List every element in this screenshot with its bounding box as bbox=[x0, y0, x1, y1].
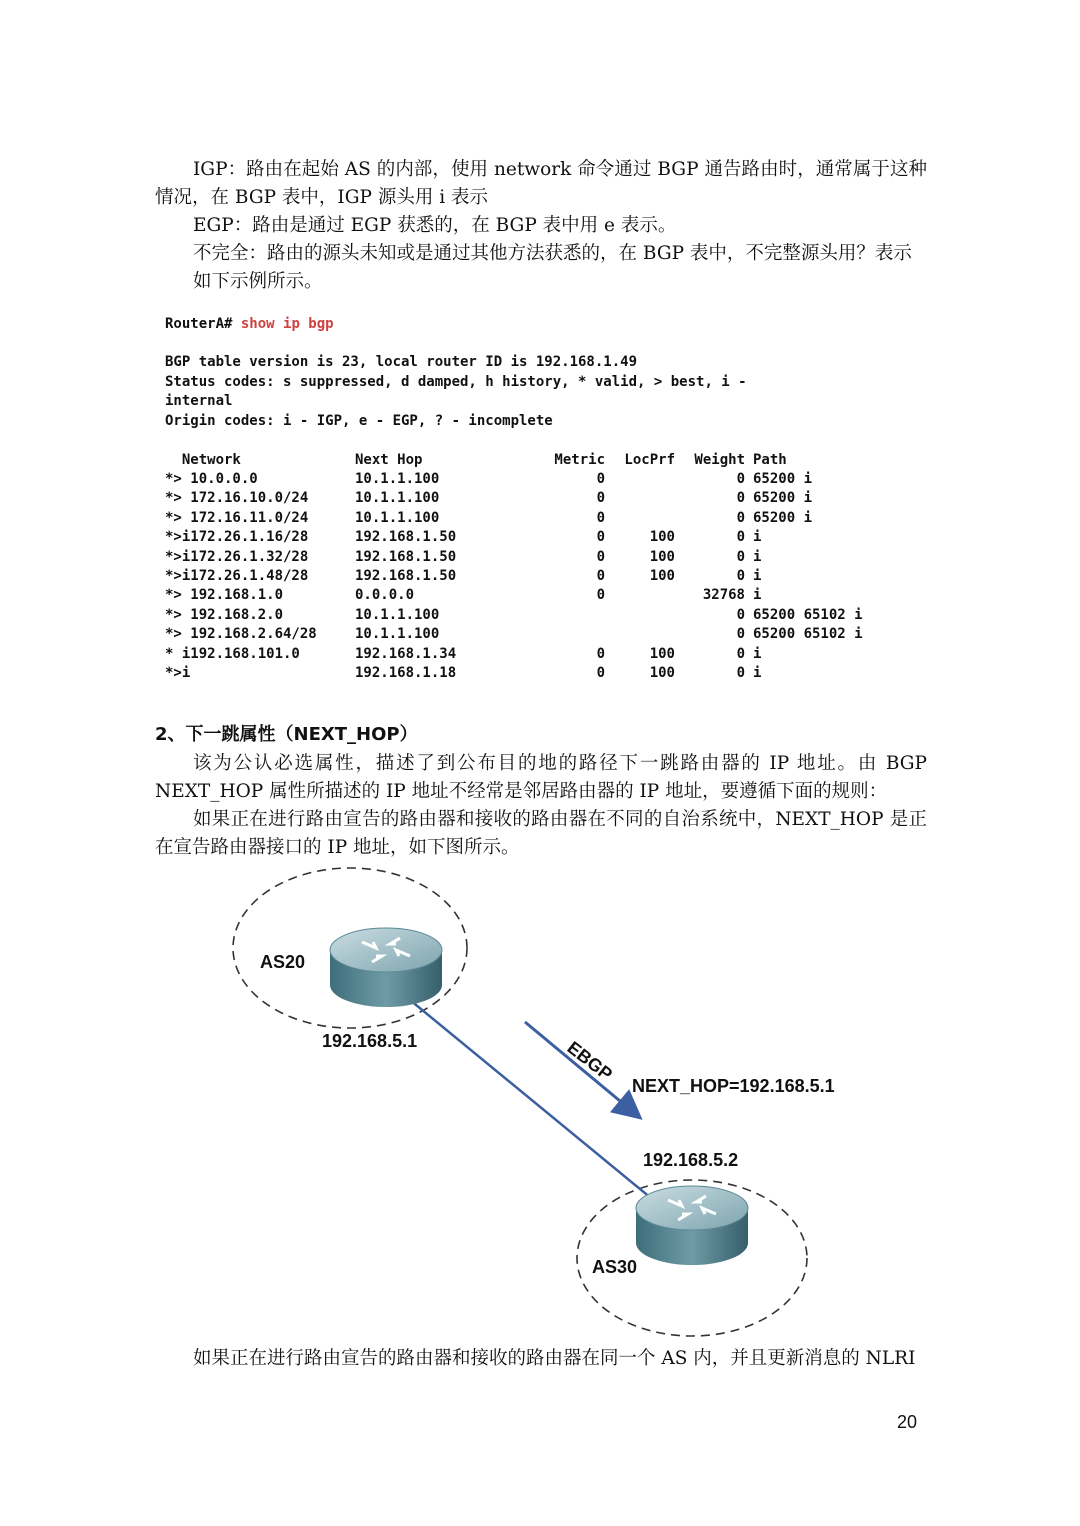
cell-weight: 0 bbox=[736, 509, 745, 526]
as30-label: AS30 bbox=[592, 1257, 638, 1277]
cell-metric: 0 bbox=[596, 645, 605, 662]
header-locprf: LocPrf bbox=[624, 451, 675, 468]
cell-weight: 0 bbox=[736, 548, 745, 565]
cell-next-hop: 192.168.1.34 bbox=[355, 645, 457, 662]
paragraph-example: 如下示例所示。 bbox=[193, 271, 323, 292]
ip-label-top: 192.168.5.1 bbox=[322, 1031, 418, 1051]
section-heading: 2、下一跳属性（NEXT_HOP） bbox=[155, 724, 418, 745]
cell-locprf: 100 bbox=[649, 664, 675, 681]
paragraph-nexthop-rule: 如果正在进行路由宣告的路由器和接收的路由器在不同的自治系统中，NEXT_HOP 是正在宣告路由器接口的 IP 地址，如下图所示。 bbox=[155, 809, 927, 858]
command: show ip bgp bbox=[240, 316, 334, 332]
cell-path: i bbox=[753, 645, 762, 662]
cell-network: *> 192.168.1.0 bbox=[165, 587, 284, 604]
cell-next-hop: 0.0.0.0 bbox=[355, 587, 415, 604]
paragraph-nexthop-desc: 该为公认必选属性，描述了到公布目的地的路径下一跳路由器的 IP 地址。由 BGP NEXT_HOP 属性所描述的 IP 地址不经常是邻居路由器的 IP 地址，要遵循下面的规则： bbox=[155, 753, 927, 802]
code-line: Origin codes: i - IGP, e - EGP, ? - incomplete bbox=[165, 412, 553, 429]
cell-next-hop: 10.1.1.100 bbox=[355, 626, 440, 643]
cell-locprf: 100 bbox=[649, 568, 675, 585]
cell-metric: 0 bbox=[596, 490, 605, 507]
header-metric: Metric bbox=[554, 451, 605, 468]
cell-next-hop: 192.168.1.18 bbox=[355, 664, 457, 681]
cell-next-hop: 192.168.1.50 bbox=[355, 568, 457, 585]
cell-weight: 0 bbox=[736, 645, 745, 662]
as20-label: AS20 bbox=[260, 952, 306, 972]
code-line: Status codes: s suppressed, d damped, h history, * valid, > best, i - bbox=[165, 373, 747, 390]
cell-metric: 0 bbox=[596, 664, 605, 681]
cell-path: 65200 65102 i bbox=[753, 626, 863, 643]
cell-weight: 32768 bbox=[702, 587, 745, 604]
cell-weight: 0 bbox=[736, 664, 745, 681]
cell-path: 65200 i bbox=[753, 490, 813, 507]
cell-path: i bbox=[753, 587, 762, 604]
paragraph-incomplete: 不完全：路由的源头未知或是通过其他方法获悉的，在 BGP 表中，不完整源头用？表示 bbox=[193, 243, 912, 264]
paragraph-egp: EGP：路由是通过 EGP 获悉的，在 BGP 表中用 e 表示。 bbox=[193, 215, 677, 236]
cell-network: *> 192.168.2.0 bbox=[165, 606, 284, 623]
ebgp-label: EBGP bbox=[563, 1037, 617, 1085]
cell-weight: 0 bbox=[736, 529, 745, 546]
cell-weight: 0 bbox=[736, 490, 745, 507]
cell-next-hop: 10.1.1.100 bbox=[355, 490, 440, 507]
cell-next-hop: 10.1.1.100 bbox=[355, 471, 440, 488]
cell-network: *>i172.26.1.48/28 bbox=[165, 568, 309, 585]
cell-weight: 0 bbox=[736, 626, 745, 643]
cell-path: i bbox=[753, 548, 762, 565]
cell-locprf: 100 bbox=[649, 645, 675, 662]
cell-network: *>i172.26.1.32/28 bbox=[165, 548, 309, 565]
nexthop-label: NEXT_HOP=192.168.5.1 bbox=[632, 1076, 835, 1096]
cell-network: *> 192.168.2.64/28 bbox=[165, 626, 317, 643]
cell-metric: 0 bbox=[596, 587, 605, 604]
cell-metric: 0 bbox=[596, 471, 605, 488]
paragraph-igp: IGP：路由在起始 AS 的内部，使用 network 命令通过 BGP 通告路由时，通常属于这种情况，在 BGP 表中，IGP 源头用 i 表示 bbox=[155, 159, 927, 208]
cell-next-hop: 192.168.1.50 bbox=[355, 529, 457, 546]
cell-next-hop: 192.168.1.50 bbox=[355, 548, 457, 565]
code-line: internal bbox=[165, 393, 233, 409]
cell-path: 65200 i bbox=[753, 471, 813, 488]
cell-network: *> 172.16.11.0/24 bbox=[165, 509, 309, 526]
cell-path: i bbox=[753, 568, 762, 585]
header-weight: Weight bbox=[694, 451, 745, 468]
cell-path: i bbox=[753, 529, 762, 546]
cell-weight: 0 bbox=[736, 568, 745, 585]
cell-path: 65200 i bbox=[753, 509, 813, 526]
cell-locprf: 100 bbox=[649, 529, 675, 546]
cell-locprf: 100 bbox=[649, 548, 675, 565]
paragraph-same-as: 如果正在进行路由宣告的路由器和接收的路由器在同一个 AS 内，并且更新消息的 NLRI bbox=[193, 1348, 916, 1369]
cell-path: i bbox=[753, 664, 762, 681]
header-network: Network bbox=[181, 451, 241, 468]
cell-next-hop: 10.1.1.100 bbox=[355, 606, 440, 623]
header-path: Path bbox=[753, 451, 787, 468]
cell-network: *> 10.0.0.0 bbox=[165, 471, 258, 488]
cell-network: *>i bbox=[165, 664, 191, 681]
cell-network: *>i172.26.1.16/28 bbox=[165, 529, 309, 546]
ip-label-bottom: 192.168.5.2 bbox=[643, 1150, 739, 1170]
header-next-hop: Next Hop bbox=[355, 451, 423, 468]
cell-weight: 0 bbox=[736, 471, 745, 488]
router-icon bbox=[330, 928, 442, 1007]
cell-weight: 0 bbox=[736, 606, 745, 623]
prompt: RouterA# bbox=[165, 316, 233, 332]
cell-path: 65200 65102 i bbox=[753, 606, 863, 623]
cell-network: * i192.168.101.0 bbox=[165, 645, 300, 662]
cell-network: *> 172.16.10.0/24 bbox=[165, 490, 309, 507]
cell-metric: 0 bbox=[596, 548, 605, 565]
code-line: BGP table version is 23, local router ID is 192.168.1.49 bbox=[165, 354, 638, 370]
router-icon bbox=[636, 1186, 748, 1265]
page-number: 20 bbox=[897, 1412, 918, 1432]
cell-metric: 0 bbox=[596, 509, 605, 526]
cell-metric: 0 bbox=[596, 568, 605, 585]
cell-next-hop: 10.1.1.100 bbox=[355, 509, 440, 526]
advertise-arrow bbox=[525, 1022, 638, 1116]
cell-metric: 0 bbox=[596, 529, 605, 546]
